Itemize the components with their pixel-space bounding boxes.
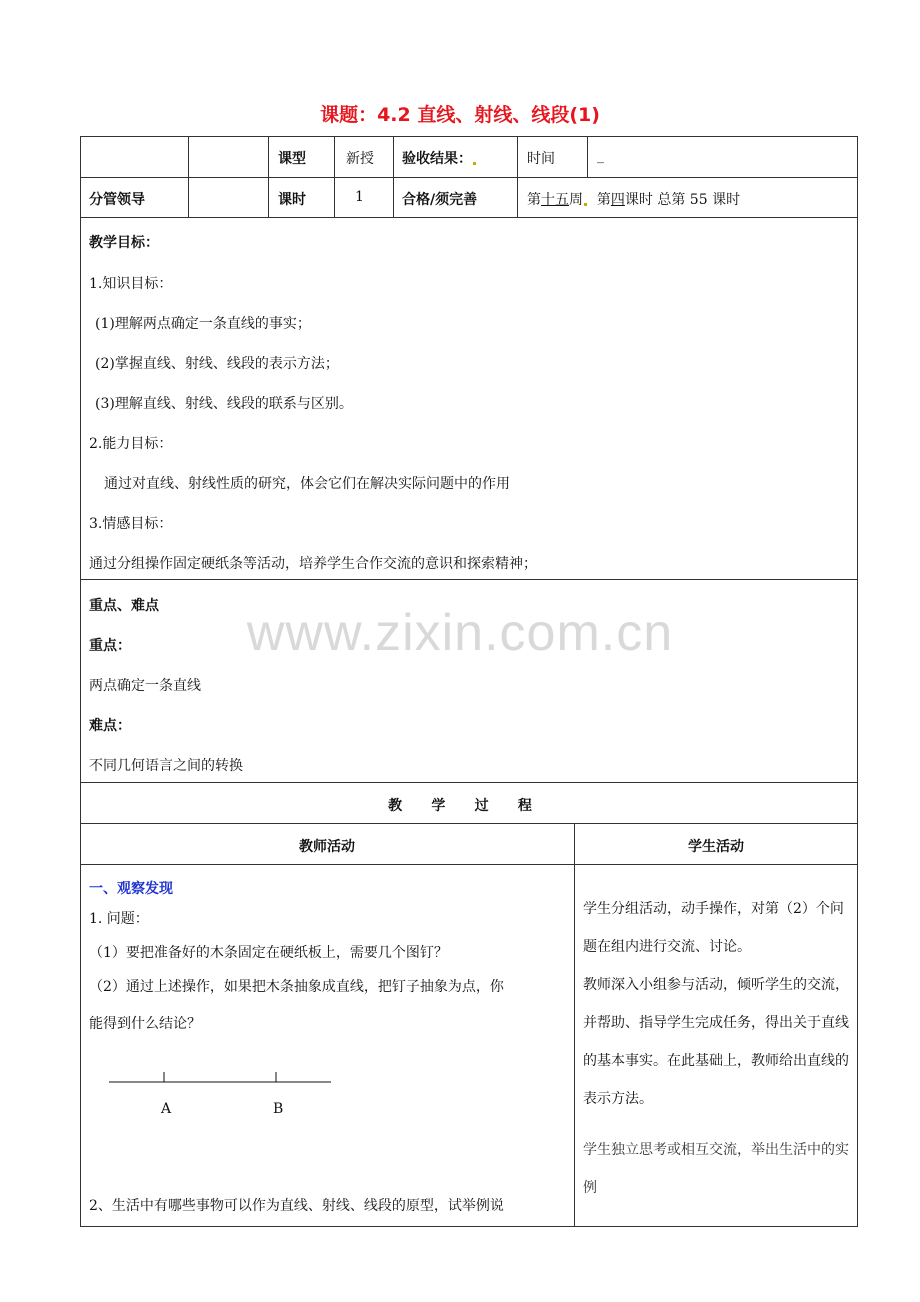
observe-section-title: 一、观察发现 [89,881,173,897]
question-1: （1）要把准备好的木条固定在硬纸板上，需要几个图钉？ [89,945,448,961]
acceptance-label: 验收结果： [402,148,477,168]
supervisor-label: 分管领导 [89,192,145,208]
lesson-type-value: 新授 [346,151,374,167]
question-3: 2、生活中有哪些事物可以作为直线、射线、线段的原型，试举例说 [89,1198,504,1214]
knowledge-item-3: (3)理解直线、射线、线段的联系与区别。 [95,396,353,412]
process-heading: 教 学 过 程 [388,798,532,814]
time-value: _ [597,148,604,164]
emotion-item: 通过分组操作固定硬纸条等活动，培养学生合作交流的意识和探索精神； [89,556,537,572]
ability-goal: 2.能力目标： [89,436,173,452]
point-b-label: B [273,1101,284,1117]
student-activity-header: 学生活动 [688,839,744,855]
page-title: 课题：4.2 直线、射线、线段(1) [320,104,600,126]
difficulty-text: 不同几何语言之间的转换 [89,758,243,774]
ability-item: 通过对直线、射线性质的研究，体会它们在解决实际问题中的作用 [104,476,510,492]
week-info: 第十五周 第四课时 总第 55 课时 [527,192,741,208]
key-text: 两点确定一条直线 [89,678,201,694]
teacher-activity-header: 教师活动 [299,839,355,855]
line-diagram [100,1068,340,1108]
point-a-label: A [161,1101,172,1117]
student-activity-3: 学生独立思考或相互交流，举出生活中的实例 [583,1142,849,1196]
question-label: 1. 问题： [89,911,149,927]
period-value: 1 [355,189,364,205]
question-2-line-1: （2）通过上述操作，如果把木条抽象成直线，把钉子抽象为点，你 [89,979,504,995]
knowledge-item-2: (2)掌握直线、射线、线段的表示方法； [95,356,339,372]
emotion-goal: 3.情感目标： [89,516,173,532]
result-options: 合格/须完善 [402,192,478,208]
key-label: 重点： [89,638,131,654]
time-label: 时间 [527,151,555,167]
key-heading: 重点、难点 [89,598,159,614]
knowledge-goal: 1.知识目标： [89,276,173,292]
watermark: www.zixin.com.cn [246,604,674,662]
knowledge-item-1: (1)理解两点确定一条直线的事实； [95,316,311,332]
difficulty-label: 难点： [89,718,131,734]
student-activity-2: 教师深入小组参与活动，倾听学生的交流，并帮助、指导学生完成任务，得出关于直线的基本事实。在此基础上，教师给出直线的表示方法。 [583,977,849,1107]
student-activity-1: 学生分组活动，动手操作，对第（2）个问题在组内进行交流、讨论。 [583,901,844,955]
lesson-type-label: 课型 [278,151,306,167]
question-2-line-2: 能得到什么结论？ [89,1016,201,1032]
goals-heading: 教学目标： [89,235,159,251]
period-label: 课时 [278,192,306,208]
